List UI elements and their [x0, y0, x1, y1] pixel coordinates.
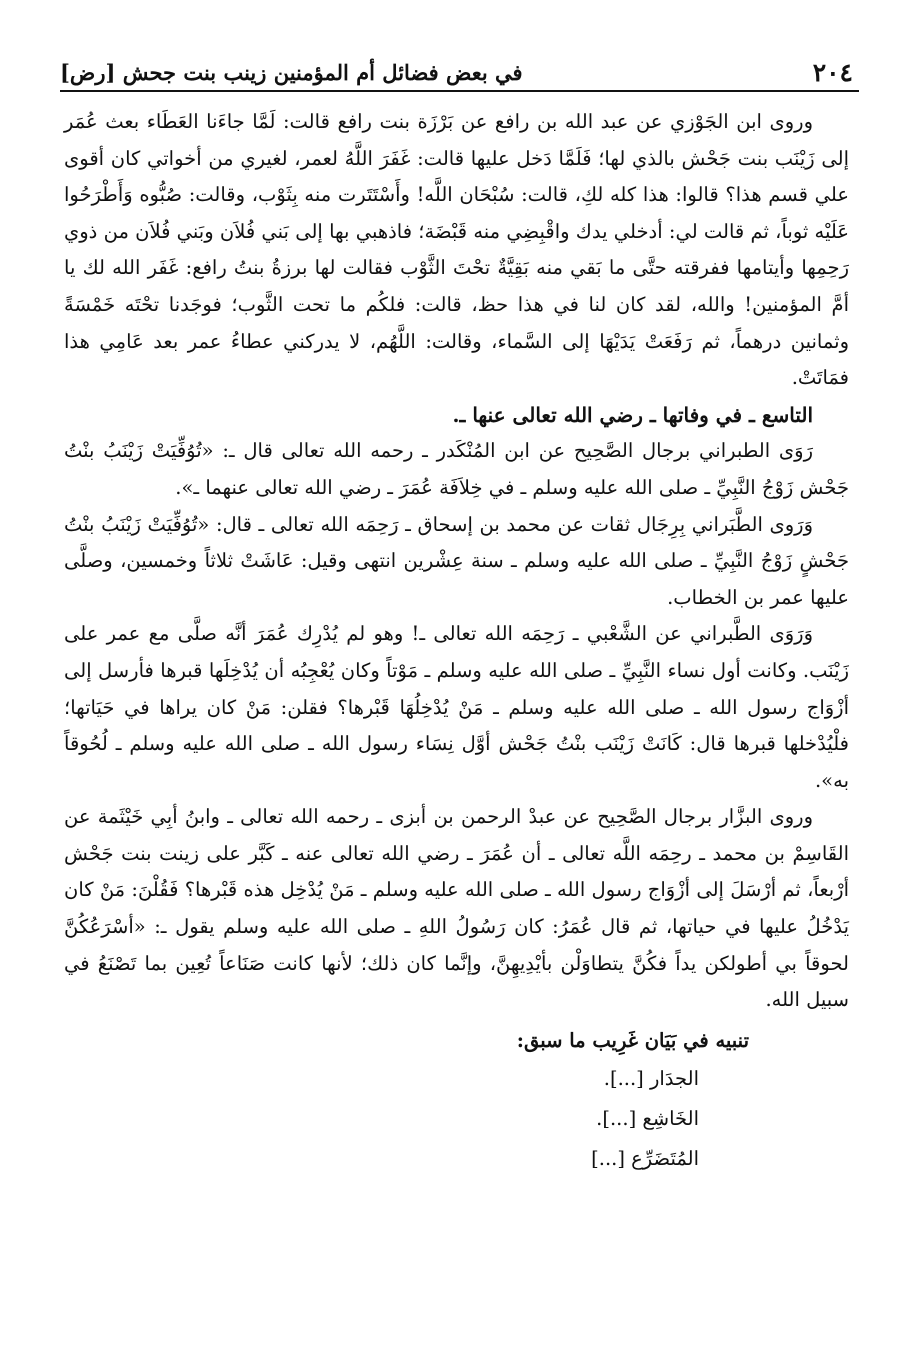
glossary-item: الجدَار [...]. — [603, 1067, 699, 1091]
glossary-item: الخَاشِع [...]. — [596, 1107, 699, 1131]
section-heading-death: التاسع ـ في وفاتها ـ رضي الله تعالى عنها ـ. — [452, 402, 813, 427]
paragraph-tabarani-ishaq: وَرَوى الطَّبَراني بِرِجَال ثقات عن محمد بن إسحاق ـ رَحِمَه الله تعالى ـ قال: «تُوُفِّيَتْ زَيْنَبُ بنْتُ جَحْشٍ زَوْجُ النَّبِيِّ ـ صلى الله عليه وسلم ـ سنة عِشْرين انتهى وقيل: عَاشَتْ ثلاثاً وخمسين، وصلَّى عليها عمر بن الخطاب. — [64, 512, 849, 609]
glossary-item: المُتَضَرِّع [...] — [591, 1147, 699, 1171]
paragraph-tabarani-munkadir: رَوَى الطبراني برجال الصَّحِيح عن ابن المُنْكَدر ـ رحمه الله تعالى قال ـ: «تُوُفِّيَتْ زَيْنَبُ بنْتُ جَحْش زَوْجُ النَّبِيِّ ـ صلى الله عليه وسلم ـ في خِلاَفَة عُمَرَ ـ رضي الله تعالى عنهما ـ». — [64, 439, 849, 499]
body-text — [64, 104, 849, 1179]
header-rule — [60, 90, 859, 92]
running-head — [60, 52, 853, 92]
paragraph-barzah-narration: وروى ابن الجَوْزي عن عبد الله بن رافع عن بَرْزَة بنت رافع قالت: لَمَّا جاءَنا العَطَاء بعث عُمَر إلى زَيْنَب بنت جَحْش بالذي لها؛ فَلَمَّا دَخل عليها قالت: غَفَرَ اللَّهُ لعمر، لغيري من أخواتي كان أقوى علي قسم هذا؟ قالوا: هذا كله لكِ، قالت: سُبْحَان اللَّه! وأَسْتَتَرت منه بِثَوْب، وقالت: صُبُّوه وَأَطْرَحُوا عَلَيْه ثوباً، ثم قالت لي: أدخلي يدك واقْبِضِي منه قَبْضَة؛ فاذهبي بها إلى بَني فُلاَن وبَني فُلاَن من ذوي رَحِمِها وأيتامها ففرقته حتَّى ما بَقي منه بَقِيَّةٌ تحْتَ الثَّوْب فقالت لها برزةُ بنتُ رافع: غَفَر الله لك يا أمَّ المؤمنين! والله، لقد كان لنا في هذا حظ، قالت: فلكُم ما تحت الثَّوب؛ فوجَدنا تحْتَه خَمْسَةً وثمانين درهماً، ثم رَفَعَتْ يَدَيْهَا إلى السَّماء، وقالت: اللَّهُم، لا يدركني عطاءُ عمر بعد عَامِي هذا فمَاتَتْ. — [64, 110, 849, 390]
paragraph-bazzar: وروى البزَّار برجال الصَّحِيح عن عبدْ الرحمن بن أبزى ـ رحمه الله تعالى ـ وابنُ أبِي خَيْثَمة عن القَاسِمْ بن محمد ـ رحِمَه اللَّه تعالى ـ أن عُمَرَ ـ رضي الله تعالى عنه ـ كَبَّر على زينت بنت جَحْش أرْبعاً، ثم أرْسَلَ إلى أزْوَاج رسول الله ـ صلى الله عليه وسلم ـ مَنْ يُدْخِل هذه قَبْرها؟ فَقُلْنَ: مَنْ كان يَدْخُلُ عليها في حياتها، ثم قال عُمَرُ: كان رَسُولُ اللهِ ـ صلى الله عليه وسلم يقول ـ: «أسْرَعُكُنَّ لحوقاً بي أطولكن يداً فكُنَّ يتطاوَلْن بأيْدِيهِنَّ، وإنَّما كان ذلك؛ لأنها كانت صَنَاعاً تُعِين بما تَصْنَعُ في سبيل الله. — [64, 805, 849, 1012]
running-title: في بعض فضائل أم المؤمنين زينب بنت جحش [رض] — [60, 59, 523, 85]
note-heading: تنبيه في بَيَان غَرِيب ما سبق: — [516, 1028, 749, 1052]
paragraph-tabarani-shabi: وَرَوَى الطَّبراني عن الشَّعْبي ـ رَحِمَه الله تعالى ـ! وهو لم يُدْرِك عُمَرَ أنَّه صلَّى مع عمر على زَيْنَب. وكانت أول نساء النَّبِيِّ ـ صلى الله عليه وسلم ـ مَوْتاً وكان يُعْجِبُه أن يُدْخِلَها قبرها فأرسل إلى أزْوَاج رسول الله ـ صلى الله عليه وسلم ـ مَنْ يُدْخِلُهَا قَبْرها؟ فقلن: مَنْ كان يراها في حَيَاتها؛ فلْيُدْخلها قبرها قال: كَانَتْ زَيْنَب بنْتُ جَحْش أوَّل نِسَاء رسول الله ـ صلى الله عليه وسلم ـ لُحُوقاً به». — [64, 622, 849, 792]
page-number: ٢٠٤ — [812, 57, 853, 87]
